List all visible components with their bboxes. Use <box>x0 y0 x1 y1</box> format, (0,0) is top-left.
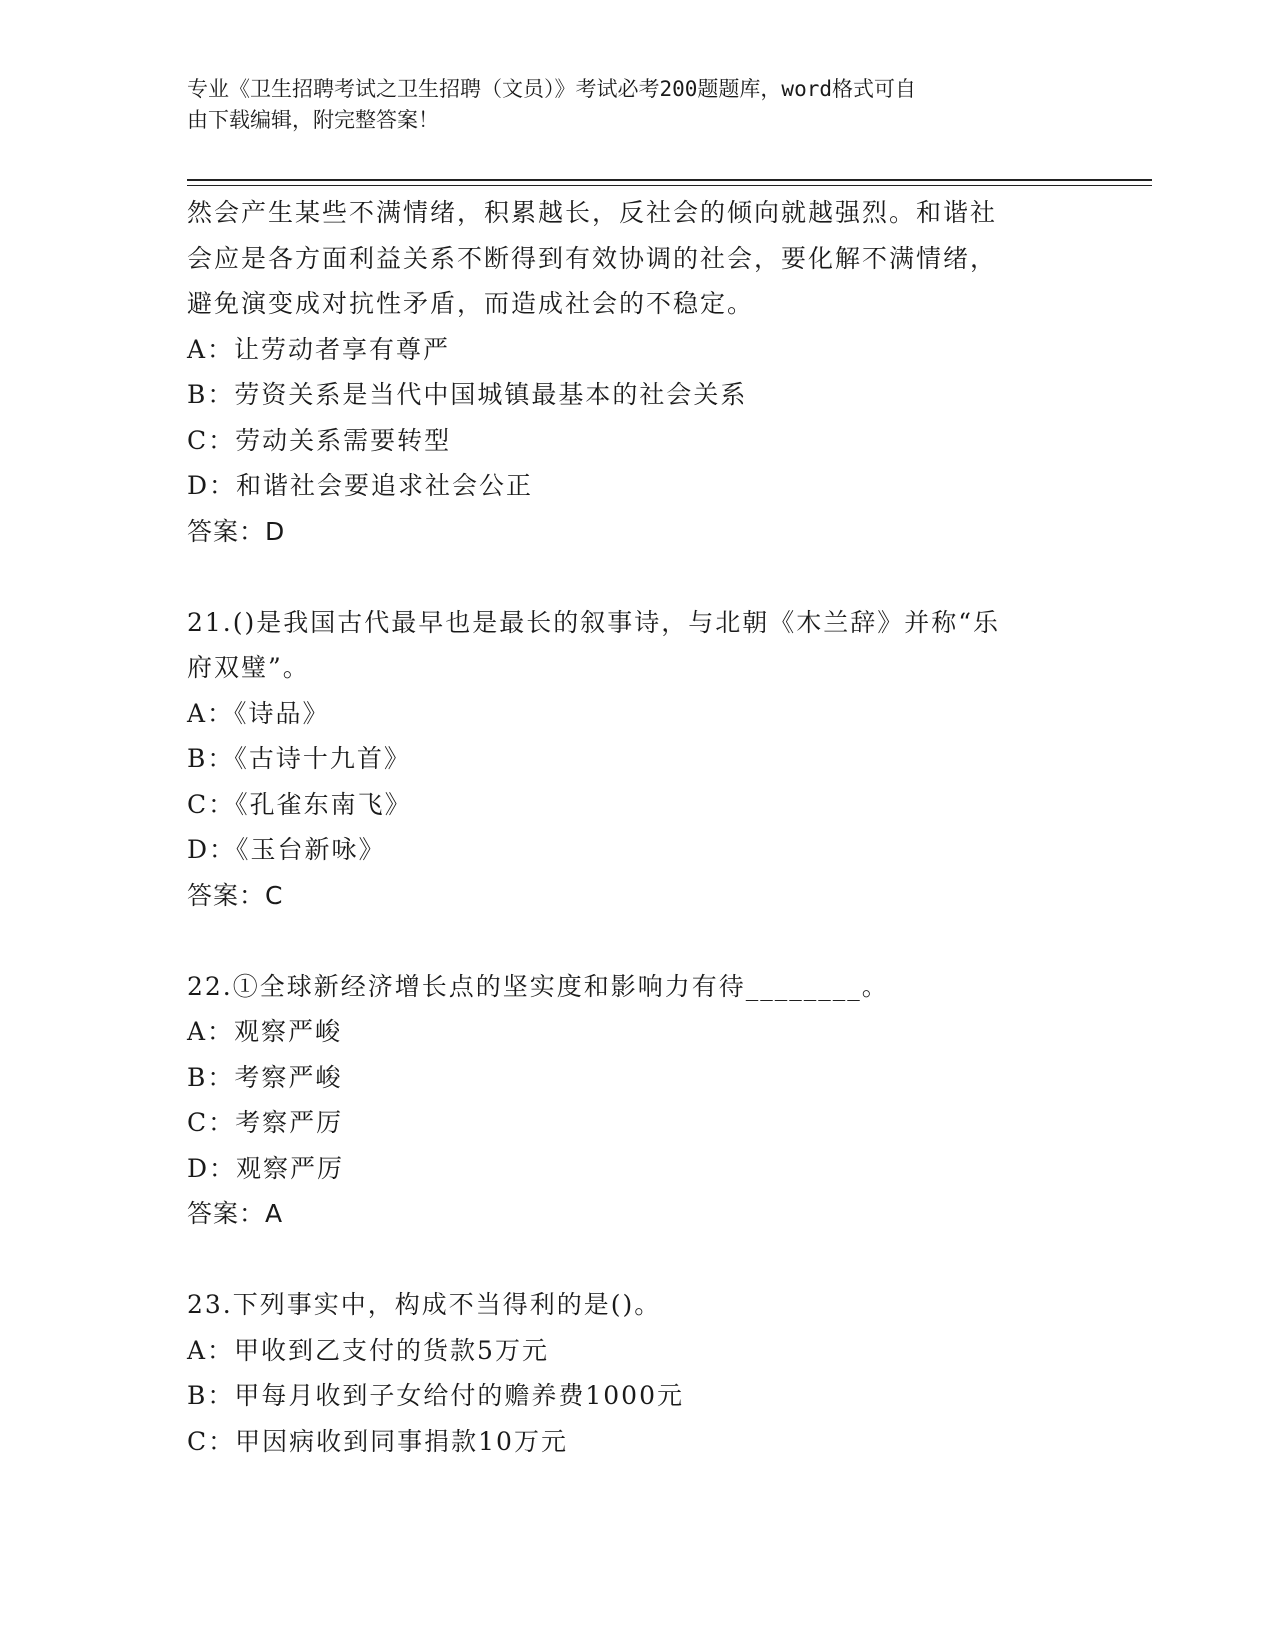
header-divider-bottom <box>187 185 1152 186</box>
spacer <box>187 554 1087 600</box>
header-divider-top <box>187 179 1152 181</box>
option-b: B：劳资关系是当代中国城镇最基本的社会关系 <box>187 380 748 409</box>
header-line-2: 由下载编辑，附完整答案！ <box>187 108 439 132</box>
option-d: D：和谐社会要追求社会公正 <box>187 471 534 500</box>
question-text-line: 21.()是我国古代最早也是最长的叙事诗，与北朝《木兰辞》并称“乐 <box>187 607 1001 637</box>
question-text-line: 会应是各方面利益关系不断得到有效协调的社会，要化解不满情绪， <box>187 243 998 273</box>
question-text-line: 然会产生某些不满情绪，积累越长，反社会的倾向就越强烈。和谐社 <box>187 198 998 227</box>
document-header <box>187 74 1067 136</box>
question-text-line: 23.下列事实中，构成不当得利的是()。 <box>187 1290 662 1319</box>
spacer <box>187 918 1087 964</box>
question-text-line: 府双璧”。 <box>187 653 310 682</box>
question-block-22 <box>187 964 1087 1237</box>
option-a: A：甲收到乙支付的货款5万元 <box>187 1335 549 1365</box>
answer-line: 答案：A <box>187 1199 284 1228</box>
spacer <box>187 1237 1087 1283</box>
option-b: B：《古诗十九首》 <box>187 744 411 773</box>
option-c: C：甲因病收到同事捐款10万元 <box>187 1426 568 1456</box>
option-c: C：《孔雀东南飞》 <box>187 789 412 819</box>
option-b: B：考察严峻 <box>187 1062 343 1092</box>
answer-line: 答案：D <box>187 516 286 546</box>
option-c: C：考察严厉 <box>187 1108 344 1137</box>
option-a: A：让劳动者享有尊严 <box>187 334 451 364</box>
option-a: A：观察严峻 <box>187 1017 343 1046</box>
question-block-continued <box>187 190 1087 554</box>
question-text-line: 避免演变成对抗性矛盾，而造成社会的不稳定。 <box>187 289 755 318</box>
question-block-21 <box>187 600 1087 919</box>
option-d: D：《玉台新咏》 <box>187 835 386 864</box>
header-line-1: 专业《卫生招聘考试之卫生招聘（文员）》考试必考200题题库，word格式可自 <box>187 77 916 101</box>
option-c: C：劳动关系需要转型 <box>187 425 452 455</box>
question-content <box>187 190 1087 1464</box>
question-block-23 <box>187 1282 1087 1464</box>
answer-line: 答案：C <box>187 880 284 910</box>
question-text-line: 22.①全球新经济增长点的坚实度和影响力有待________。 <box>187 971 889 1001</box>
option-a: A：《诗品》 <box>187 698 330 728</box>
option-b: B：甲每月收到子女给付的赡养费1000元 <box>187 1381 684 1410</box>
option-d: D：观察严厉 <box>187 1153 345 1183</box>
